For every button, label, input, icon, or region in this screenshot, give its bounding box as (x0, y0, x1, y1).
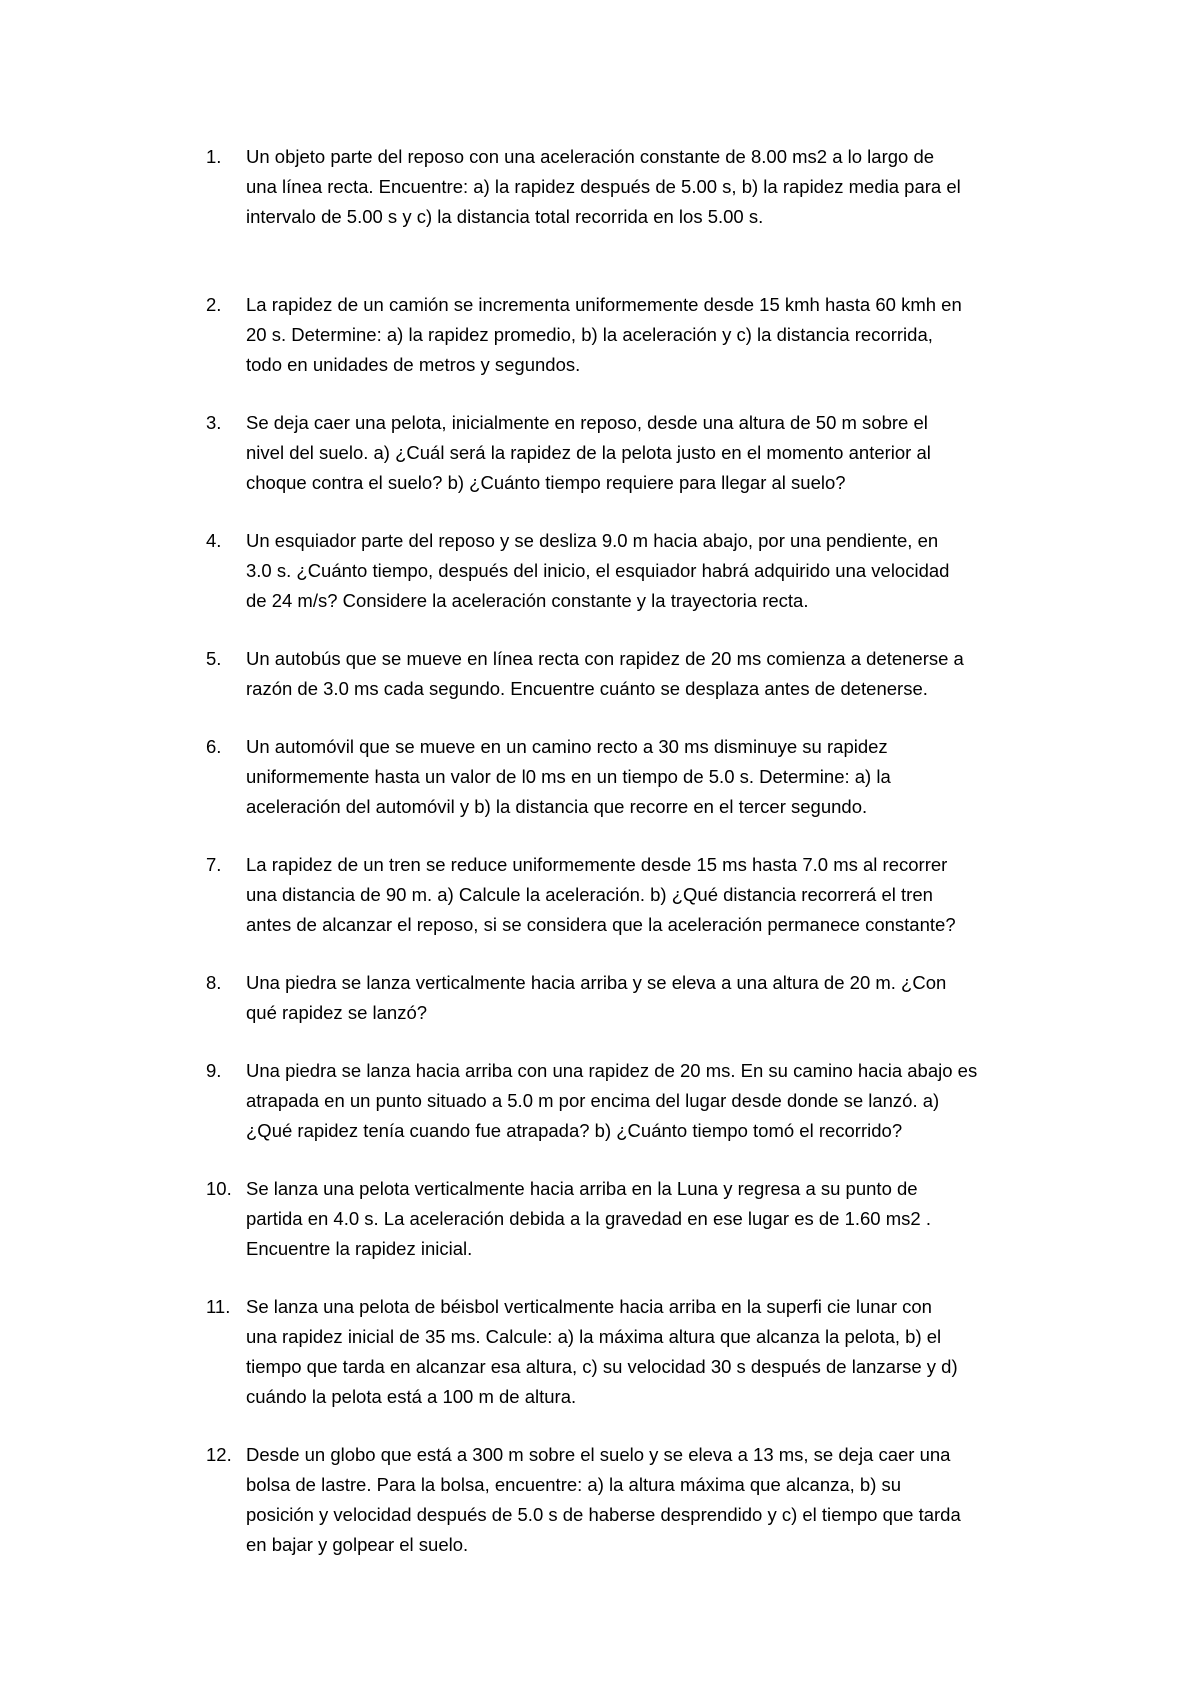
problem-line: una línea recta. Encuentre: a) la rapidez después de 5.00 s, b) la rapidez media para el (246, 176, 961, 197)
problem-line: La rapidez de un camión se incrementa uniformemente desde 15 kmh hasta 60 kmh en (246, 294, 962, 315)
problem-text (246, 1292, 1040, 1412)
problem-text (246, 644, 1040, 704)
problem-line: Un automóvil que se mueve en un camino recto a 30 ms disminuye su rapidez (246, 736, 888, 757)
problem-line: tiempo que tarda en alcanzar esa altura, c) su velocidad 30 s después de lanzarse y d) (246, 1356, 958, 1377)
problem-item (0, 408, 1040, 498)
problem-number: 7. (206, 854, 222, 875)
problem-line: una rapidez inicial de 35 ms. Calcule: a) la máxima altura que alcanza la pelota, b) el (246, 1326, 942, 1347)
problem-number: 12. (206, 1444, 232, 1465)
problem-line: Un esquiador parte del reposo y se desliza 9.0 m hacia abajo, por una pendiente, en (246, 530, 939, 551)
problem-line: una distancia de 90 m. a) Calcule la aceleración. b) ¿Qué distancia recorrerá el tren (246, 884, 933, 905)
problem-line: La rapidez de un tren se reduce uniformemente desde 15 ms hasta 7.0 ms al recorrer (246, 854, 948, 875)
problem-number: 4. (206, 530, 222, 551)
problem-item (0, 644, 1040, 704)
problem-line: razón de 3.0 ms cada segundo. Encuentre cuánto se desplaza antes de detenerse. (246, 678, 928, 699)
problem-number: 11. (206, 1296, 231, 1317)
problem-item (0, 1056, 1040, 1146)
problem-line: Una piedra se lanza verticalmente hacia arriba y se eleva a una altura de 20 m. ¿Con (246, 972, 947, 993)
problem-text (246, 1440, 1040, 1560)
problem-line: de 24 m/s? Considere la aceleración constante y la trayectoria recta. (246, 590, 809, 611)
problem-line: cuándo la pelota está a 100 m de altura. (246, 1386, 577, 1407)
problem-line: antes de alcanzar el reposo, si se considera que la aceleración permanece constante? (246, 914, 956, 935)
problem-line: atrapada en un punto situado a 5.0 m por encima del lugar desde donde se lanzó. a) (246, 1090, 940, 1111)
problem-line: todo en unidades de metros y segundos. (246, 354, 581, 375)
problem-line: Se deja caer una pelota, inicialmente en reposo, desde una altura de 50 m sobre el (246, 412, 928, 433)
problem-item (0, 290, 1040, 380)
problem-line: ¿Qué rapidez tenía cuando fue atrapada? b) ¿Cuánto tiempo tomó el recorrido? (246, 1120, 903, 1141)
problem-item (0, 850, 1040, 940)
problem-item (0, 526, 1040, 616)
problem-line: Encuentre la rapidez inicial. (246, 1238, 473, 1259)
problem-line: en bajar y golpear el suelo. (246, 1534, 469, 1555)
problem-text (246, 850, 1040, 940)
problem-line: Se lanza una pelota verticalmente hacia arriba en la Luna y regresa a su punto de (246, 1178, 918, 1199)
problem-line: partida en 4.0 s. La aceleración debida a la gravedad en ese lugar es de 1.60 ms2 . (246, 1208, 931, 1229)
problem-item (0, 1440, 1040, 1560)
problem-line: Una piedra se lanza hacia arriba con una rapidez de 20 ms. En su camino hacia abajo es (246, 1060, 978, 1081)
problem-list (0, 142, 1200, 1588)
problem-text (246, 526, 1040, 616)
problem-item (0, 732, 1040, 822)
problem-line: nivel del suelo. a) ¿Cuál será la rapidez de la pelota justo en el momento anterior al (246, 442, 931, 463)
problem-line: posición y velocidad después de 5.0 s de haberse desprendido y c) el tiempo que tarda (246, 1504, 961, 1525)
problem-text (246, 1056, 1040, 1146)
problem-line: bolsa de lastre. Para la bolsa, encuentre: a) la altura máxima que alcanza, b) su (246, 1474, 902, 1495)
problem-number: 2. (206, 294, 222, 315)
problem-line: uniformemente hasta un valor de l0 ms en un tiempo de 5.0 s. Determine: a) la (246, 766, 891, 787)
problem-item (0, 142, 1040, 232)
problem-text (246, 1174, 1040, 1264)
problem-item (0, 968, 1040, 1028)
problem-text (246, 968, 1040, 1028)
problem-text (246, 142, 1040, 232)
problem-line: intervalo de 5.00 s y c) la distancia total recorrida en los 5.00 s. (246, 206, 764, 227)
problem-line: 20 s. Determine: a) la rapidez promedio, b) la aceleración y c) la distancia recorrida, (246, 324, 933, 345)
problem-item (0, 1174, 1040, 1264)
problem-number: 8. (206, 972, 222, 993)
problem-number: 3. (206, 412, 222, 433)
problem-text (246, 290, 1040, 380)
problem-line: Un autobús que se mueve en línea recta con rapidez de 20 ms comienza a detenerse a (246, 648, 964, 669)
problem-number: 1. (206, 146, 222, 167)
problem-text (246, 408, 1040, 498)
problem-line: aceleración del automóvil y b) la distancia que recorre en el tercer segundo. (246, 796, 868, 817)
problem-text (246, 732, 1040, 822)
problem-number: 5. (206, 648, 222, 669)
problem-number: 9. (206, 1060, 222, 1081)
problem-item (0, 1292, 1040, 1412)
problem-number: 10. (206, 1178, 232, 1199)
problem-line: qué rapidez se lanzó? (246, 1002, 428, 1023)
problem-line: Se lanza una pelota de béisbol verticalmente hacia arriba en la superfi cie lunar con (246, 1296, 932, 1317)
problem-number: 6. (206, 736, 222, 757)
problem-line: 3.0 s. ¿Cuánto tiempo, después del inicio, el esquiador habrá adquirido una velocidad (246, 560, 950, 581)
problem-line: Un objeto parte del reposo con una aceleración constante de 8.00 ms2 a lo largo de (246, 146, 935, 167)
problem-line: Desde un globo que está a 300 m sobre el suelo y se eleva a 13 ms, se deja caer una (246, 1444, 951, 1465)
problem-line: choque contra el suelo? b) ¿Cuánto tiempo requiere para llegar al suelo? (246, 472, 846, 493)
